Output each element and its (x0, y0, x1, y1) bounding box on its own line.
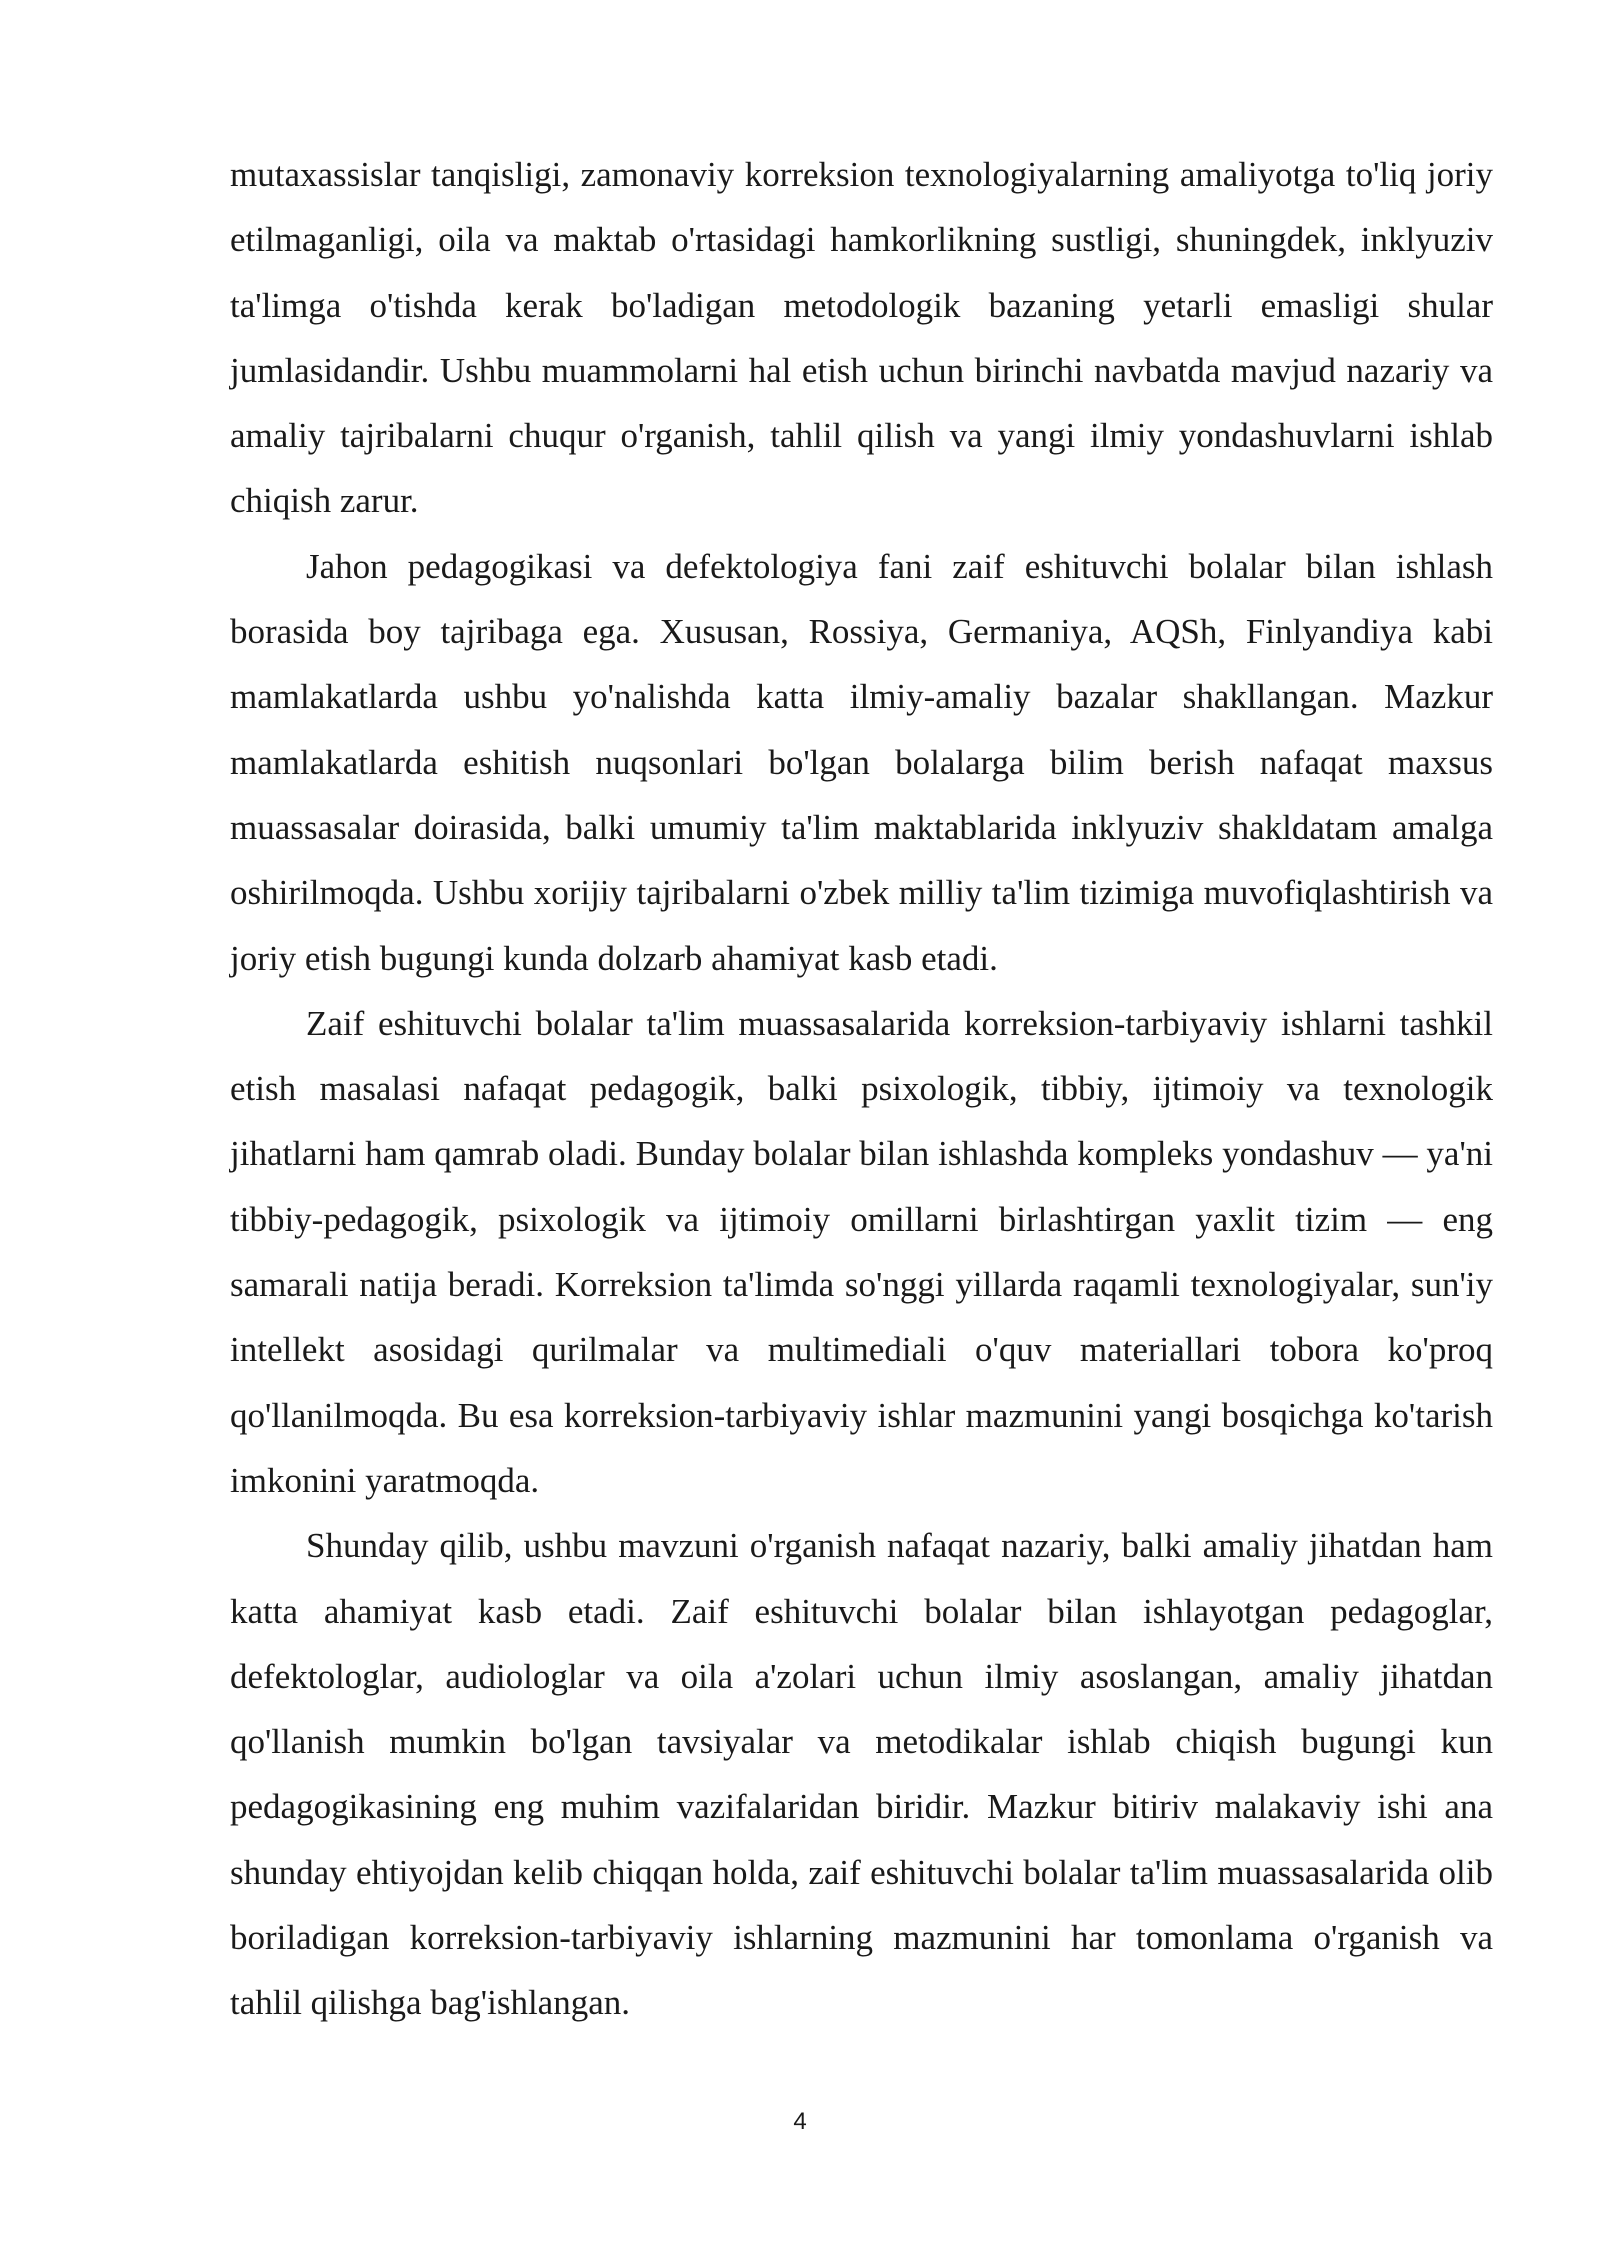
page-number: 4 (793, 2108, 807, 2135)
paragraph-conclusion: Shunday qilib, ushbu mavzuni o'rganish nafaqat nazariy, balki amaliy jihatdan ham katta ahamiyat kasb etadi. Zaif eshituvchi bolalar bilan ishlayotgan pedagoglar, defektologlar, audiologlar va oila a'zolari uchun ilmiy asoslangan, amaliy jihatdan qo'llanish mumkin bo'lgan tavsiyalar va metodikalar ishlab chiqish bugungi kun pedagogikasining eng muhim vazifalaridan biridir. Mazkur bitiriv malakaviy ishi ana shunday ehtiyojdan kelib chiqqan holda, zaif eshituvchi bolalar ta'lim muassasalarida olib boriladigan korreksion-tarbiyaviy ishlarning mazmunini har tomonlama o'rganish va tahlil qilishga bag'ishlangan. (230, 1526, 1493, 2023)
paragraph-world-experience: Jahon pedagogikasi va defektologiya fani zaif eshituvchi bolalar bilan ishlash borasida boy tajribaga ega. Xususan, Rossiya, Germaniya, AQSh, Finlyandiya kabi mamlakatlarda ushbu yo'nalishda katta ilmiy-amaliy bazalar shakllangan. Mazkur mamlakatlarda eshitish nuqsonlari bo'lgan bolalarga bilim berish nafaqat maxsus muassasalar doirasida, balki umumiy ta'lim maktablarida inklyuziv shakldatam amalga oshirilmoqda. Ushbu xorijiy tajribalarni o'zbek milliy ta'lim tizimiga muvofiqlashtirish va joriy etish bugungi kunda dolzarb ahamiyat kasb etadi. (230, 546, 1493, 978)
paragraph-continuation: mutaxassislar tanqisligi, zamonaviy korreksion texnologiyalarning amaliyotga to'liq joriy etilmaganligi, oila va maktab o'rtasidagi hamkorlikning sustligi, shuningdek, inklyuziv ta'limga o'tishda kerak bo'ladigan metodologik bazaning yetarli emasligi shular jumlasidandir. Ushbu muammolarni hal etish uchun birinchi navbatda mavjud nazariy va amaliy tajribalarni chuqur o'rganish, tahlil qilish va yangi ilmiy yondashuvlarni ishlab chiqish zarur. (230, 155, 1493, 521)
paragraph-correctional-work: Zaif eshituvchi bolalar ta'lim muassasalarida korreksion-tarbiyaviy ishlarni tashkil etish masalasi nafaqat pedagogik, balki psixologik, tibbiy, ijtimoiy va texnologik jihatlarni ham qamrab oladi. Bunday bolalar bilan ishlashda kompleks yondashuv — ya'ni tibbiy-pedagogik, psixologik va ijtimoiy omillarni birlashtirgan yaxlit tizim — eng samarali natija beradi. Korreksion ta'limda so'nggi yillarda raqamli texnologiyalar, sun'iy intellekt asosidagi qurilmalar va multimediali o'quv materiallari tobora ko'proq qo'llanilmoqda. Bu esa korreksion-tarbiyaviy ishlar mazmunini yangi bosqichga ko'tarish imkonini yaratmoqda. (230, 1003, 1493, 1500)
body-text (230, 142, 1493, 2036)
